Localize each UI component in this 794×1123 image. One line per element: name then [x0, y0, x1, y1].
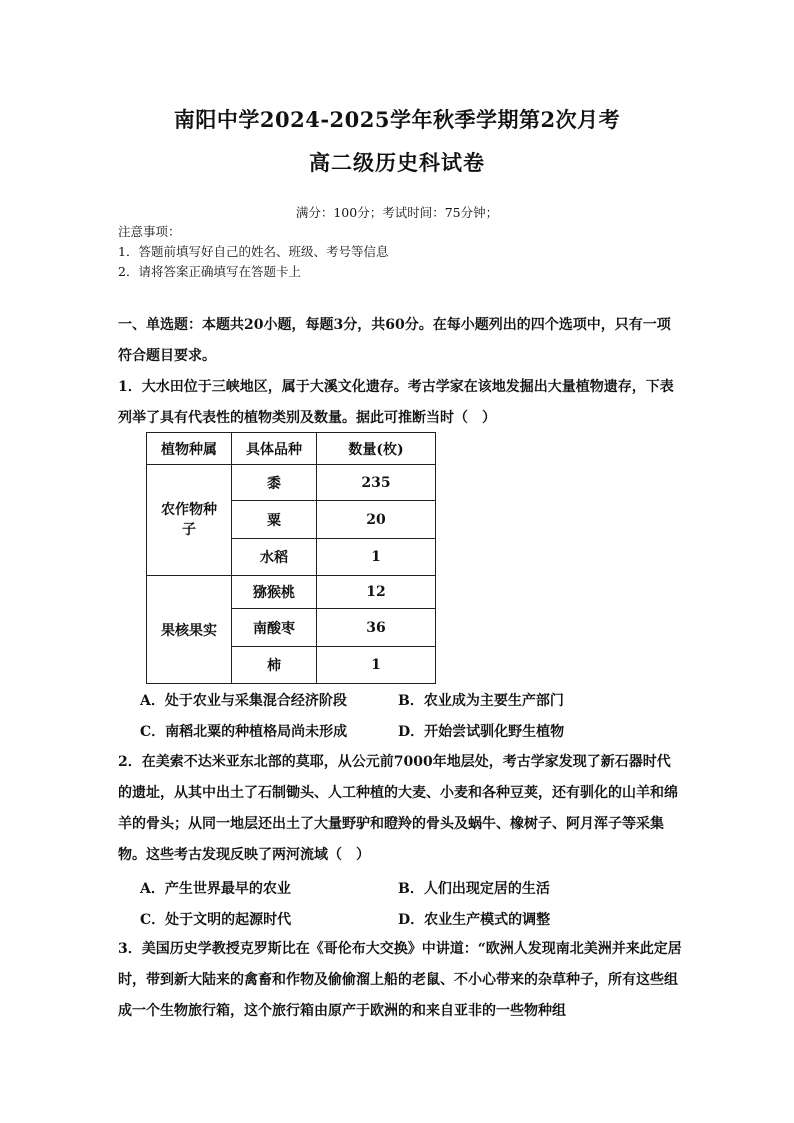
- table-cell: 南酸枣: [232, 609, 317, 647]
- table-header-row: [147, 433, 436, 465]
- table-header-cell: 植物种属: [147, 433, 232, 465]
- table-cell: 12: [317, 576, 436, 609]
- question-1-option-b: B．农业成为主要生产部门: [398, 693, 564, 709]
- table-row: [147, 465, 436, 501]
- table-header-cell: 具体品种: [232, 433, 317, 465]
- table-cell: 36: [317, 609, 436, 647]
- question-2-option-d: D．农业生产模式的调整: [398, 912, 551, 928]
- table-cell: 柿: [232, 647, 317, 684]
- section-heading: 一、单选题：本题共20小题，每题3分，共60分。在每小题列出的四个选项中，只有一项符合题目要求。: [118, 317, 671, 364]
- exam-subtitle: 高二级历史科试卷: [309, 150, 485, 175]
- notice-heading: 注意事项：: [118, 224, 181, 239]
- question-1-option-c: C．南稻北粟的种植格局尚未形成: [140, 724, 348, 740]
- question-2-option-c: C．处于文明的起源时代: [140, 912, 292, 928]
- table-cell: 1: [317, 539, 436, 576]
- table-row: [147, 576, 436, 609]
- table-cell: 1: [317, 647, 436, 684]
- exam-meta: 满分：100分；考试时间：75分钟；: [295, 205, 499, 220]
- question-1-option-d: D．开始尝试驯化野生植物: [398, 724, 565, 740]
- plant-remains-table: [146, 432, 436, 684]
- question-2-option-a: A．产生世界最早的农业: [140, 881, 291, 897]
- table-cell: 猕猴桃: [232, 576, 317, 609]
- question-3-stem: 3．美国历史学教授克罗斯比在《哥伦布大交换》中讲道：“欧洲人发现南北美洲并来此定居时，带到新大陆来的禽畜和作物及偷偷溜上船的老鼠、不小心带来的杂草种子，所有这些组成一个生物旅行箱，这个旅行箱由原产于欧洲的和来自亚非的一些物种组: [118, 941, 682, 1019]
- table-cell: 黍: [232, 465, 317, 501]
- exam-title: 南阳中学2024-2025学年秋季学期第2次月考: [173, 107, 621, 132]
- notice-item: 2．请将答案正确填写在答题卡上: [118, 264, 301, 279]
- table-header-cell: 数量(枚): [317, 433, 436, 465]
- table-cell: 20: [317, 501, 436, 539]
- notice-item: 1．答题前填写好自己的姓名、班级、考号等信息: [118, 244, 389, 259]
- notice-block: [118, 222, 388, 282]
- question-2-option-b: B．人们出现定居的生活: [398, 881, 550, 897]
- table-cell: 粟: [232, 501, 317, 539]
- question-1-option-a: A．处于农业与采集混合经济阶段: [140, 693, 347, 709]
- question-1-stem: 1．大水田位于三峡地区，属于大溪文化遗存。考古学家在该地发掘出大量植物遗存，下表列举了具有代表性的植物类别及数量。据此可推断当时（ ）: [118, 379, 674, 426]
- table-group-cell: 农作物种子: [147, 465, 232, 576]
- question-2-stem: 2．在美索不达米亚东北部的莫耶，从公元前7000年地层处，考古学家发现了新石器时代的遗址，从其中出土了石制锄头、人工种植的大麦、小麦和各种豆荚，还有驯化的山羊和绵羊的骨头；从同一地层还出土了大量野驴和瞪羚的骨头及蜗牛、橡树子、阿月浑子等采集物。这些考古发现反映了两河流域（ ）: [118, 754, 678, 863]
- table-cell: 水稻: [232, 539, 317, 576]
- table-cell: 235: [317, 465, 436, 501]
- table-group-cell: 果核果实: [147, 576, 232, 684]
